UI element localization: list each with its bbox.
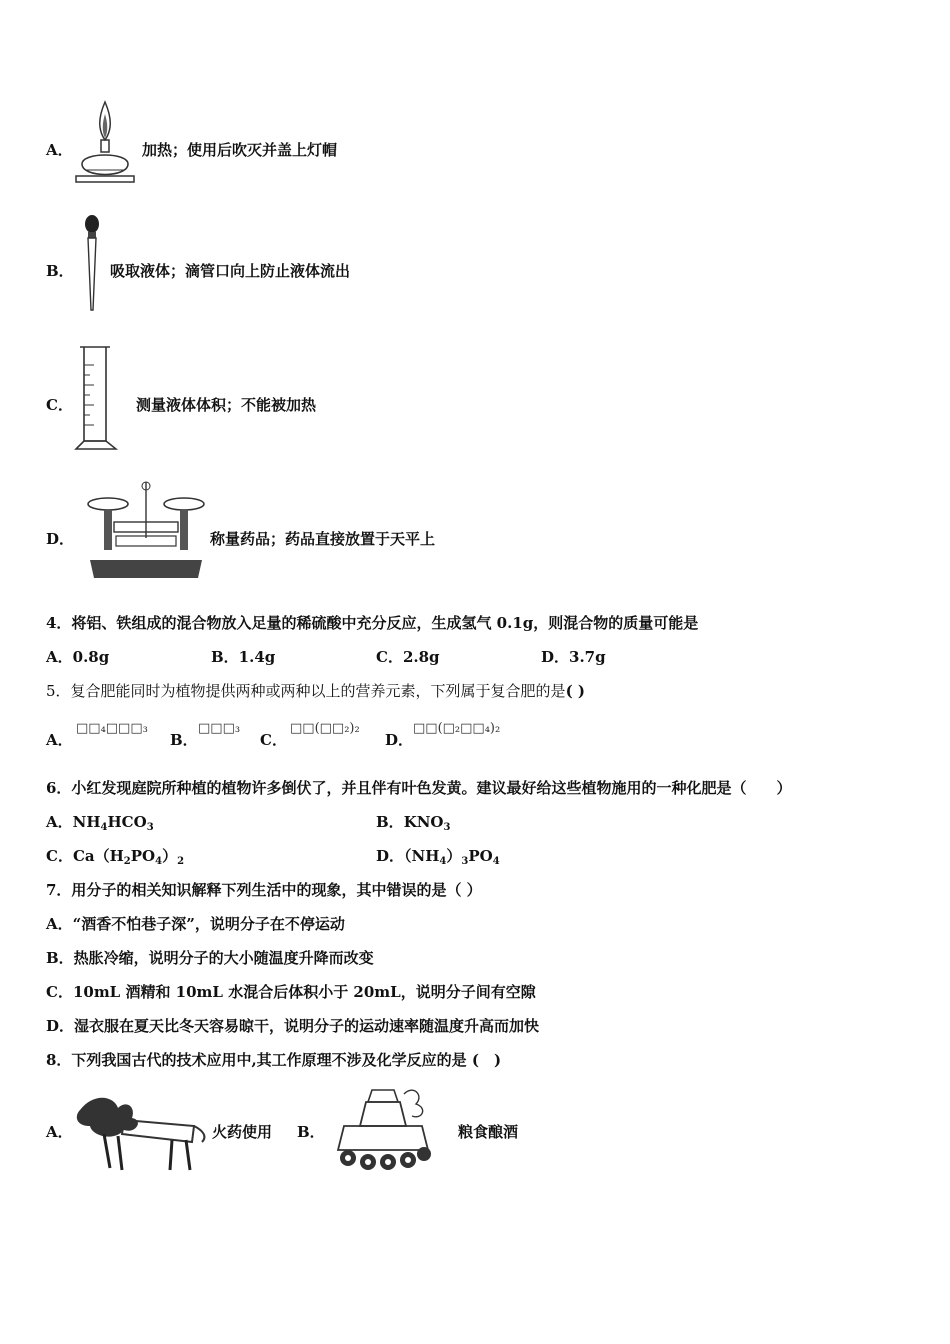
balance-icon xyxy=(86,478,206,582)
q8-option-b-text: 粮食酿酒 xyxy=(458,1123,519,1141)
option-b-label: B． xyxy=(46,262,74,280)
q6-a-label: A． xyxy=(46,813,73,831)
q7-option-a: A．“酒香不怕巷子深”，说明分子在不停运动 xyxy=(46,915,345,933)
q5-option-b-formula: □□□₃ xyxy=(198,721,241,736)
q5-option-d-label: D． xyxy=(385,731,414,749)
q6-d-f3: 3 xyxy=(461,856,469,867)
q5-option-d-formula: □□(□₂□□₄)₂ xyxy=(413,721,501,736)
q6-option-b xyxy=(376,812,450,838)
graduated-cylinder-icon xyxy=(74,345,118,453)
q6-option-d xyxy=(376,846,500,872)
q6-c-f3: 4 xyxy=(155,856,163,867)
q6-b-label: B． xyxy=(376,813,404,831)
q6-a-f0: NH xyxy=(72,813,101,831)
brewing-icon xyxy=(324,1082,442,1174)
q6-c-f0: Ca（H xyxy=(72,847,124,865)
q8-option-a-text: 火药使用 xyxy=(212,1123,273,1141)
q4-option-a: A．0.8g xyxy=(46,648,110,666)
question-6-stem: 6．小红发现庭院所种植的植物许多倒伏了，并且伴有叶色发黄。建议最好给这些植物施用的一种化肥是（ ） xyxy=(46,779,792,797)
q6-option-c xyxy=(46,846,184,872)
question-5-stem xyxy=(46,681,585,701)
q6-a-f1: 4 xyxy=(100,822,108,833)
option-a-label: A． xyxy=(46,141,73,159)
alcohol-lamp-icon xyxy=(72,100,138,188)
gunpowder-icon xyxy=(74,1090,210,1176)
q6-d-label: D． xyxy=(376,847,405,865)
option-c-text: 测量液体体积；不能被加热 xyxy=(136,396,317,414)
q6-c-label: C． xyxy=(46,847,73,865)
q5-option-a-formula: □□₄□□□₃ xyxy=(76,721,148,736)
q6-d-f4: PO xyxy=(468,847,493,865)
q6-b-f0: KNO xyxy=(403,813,444,831)
dropper-icon xyxy=(80,214,104,312)
q6-c-f1: 2 xyxy=(123,856,131,867)
option-d-text: 称量药品；药品直接放置于天平上 xyxy=(210,530,436,548)
option-b-text: 吸取液体；滴管口向上防止液体流出 xyxy=(110,262,351,280)
q6-option-a xyxy=(46,812,154,838)
q6-d-f0: （NH xyxy=(404,847,440,865)
q6-c-f4: ） xyxy=(162,847,178,865)
q6-d-f1: 4 xyxy=(439,856,447,867)
question-8-stem: 8．下列我国古代的技术应用中,其工作原理不涉及化学反应的是 ( ) xyxy=(46,1051,502,1069)
q4-option-d: D．3.7g xyxy=(541,648,606,666)
q6-c-f5: 2 xyxy=(177,856,185,867)
q7-option-c: C．10mL 酒精和 10mL 水混合后体积小于 20mL，说明分子间有空隙 xyxy=(46,983,536,1001)
q5-stem-text: 5．复合肥能同时为植物提供两种或两种以上的营养元素，下列属于复合肥的是 xyxy=(46,682,566,700)
q5-paren: ( ) xyxy=(565,682,585,700)
q6-a-f2: HCO xyxy=(107,813,147,831)
q6-b-f1: 3 xyxy=(443,822,451,833)
q8-option-b-label: B． xyxy=(297,1123,325,1141)
q4-option-c: C．2.8g xyxy=(376,648,440,666)
q6-d-f2: ） xyxy=(446,847,462,865)
q7-option-b: B．热胀冷缩，说明分子的大小随温度升降而改变 xyxy=(46,949,374,967)
q6-d-f5: 4 xyxy=(492,856,500,867)
q5-option-a-label: A． xyxy=(46,731,73,749)
q5-option-b-label: B． xyxy=(170,731,198,749)
q5-option-c-label: C． xyxy=(260,731,287,749)
q7-option-d: D．湿衣服在夏天比冬天容易晾干，说明分子的运动速率随温度升高而加快 xyxy=(46,1017,540,1035)
q6-c-f2: PO xyxy=(130,847,156,865)
question-4-stem: 4．将铝、铁组成的混合物放入足量的稀硫酸中充分反应，生成氢气 0.1g，则混合物的质量可能是 xyxy=(46,614,699,632)
option-c-label: C． xyxy=(46,396,73,414)
q5-option-c-formula: □□(□□₂)₂ xyxy=(290,721,360,736)
option-a-text: 加热；使用后吹灭并盖上灯帽 xyxy=(142,141,338,159)
q6-a-f3: 3 xyxy=(146,822,154,833)
q8-option-a-label: A． xyxy=(46,1123,73,1141)
question-7-stem: 7．用分子的相关知识解释下列生活中的现象，其中错误的是（ ） xyxy=(46,881,482,899)
option-d-label: D． xyxy=(46,530,75,548)
q4-option-b: B．1.4g xyxy=(211,648,276,666)
